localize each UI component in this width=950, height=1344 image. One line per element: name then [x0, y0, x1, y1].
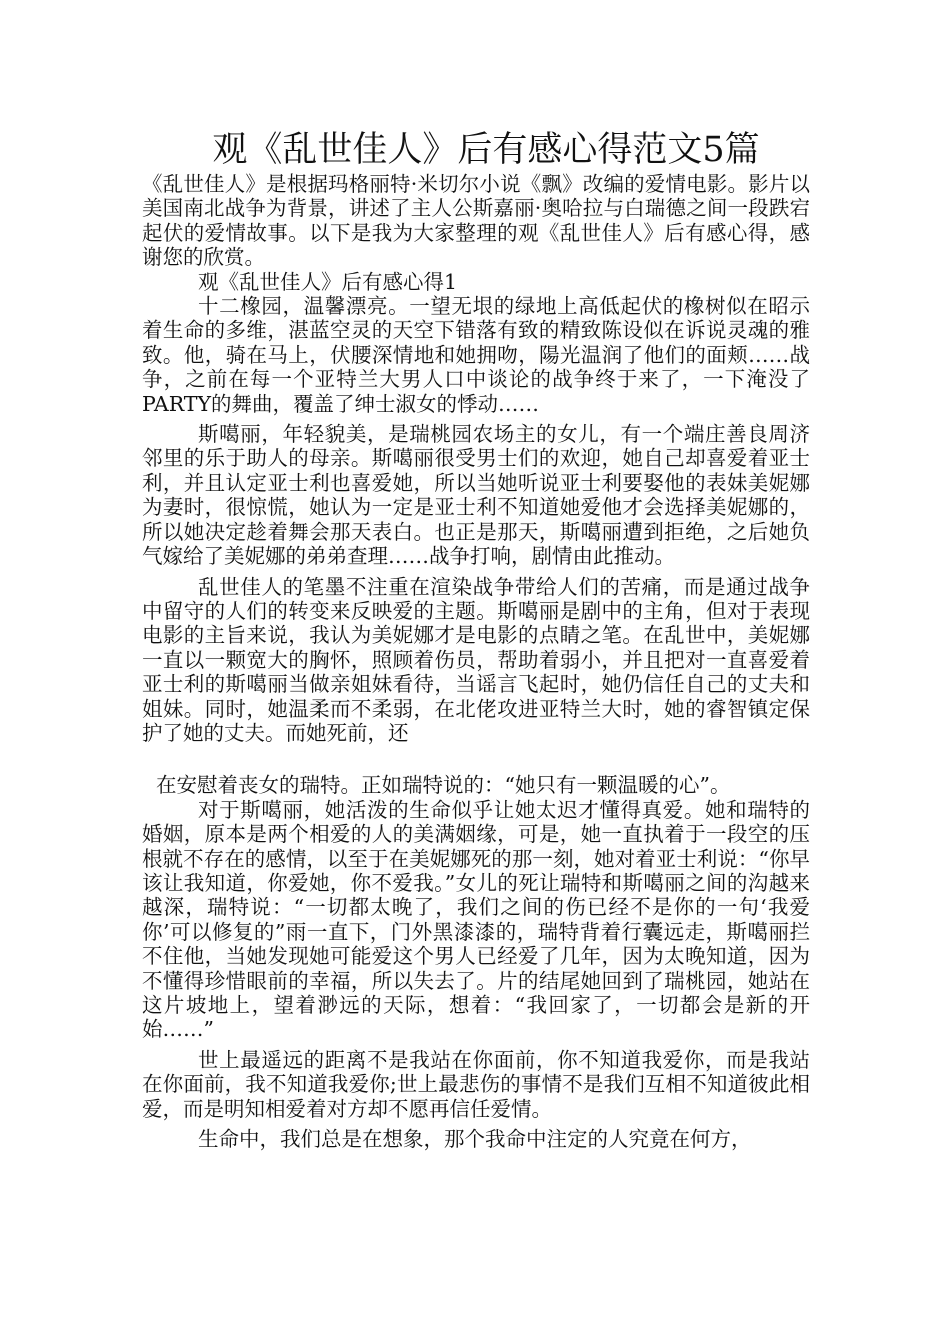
intro-paragraph: 《乱世佳人》是根据玛格丽特·米切尔小说《飘》改编的爱情电影。影片以美国南北战争为背景，讲述了主人公斯嘉丽·奥哈拉与白瑞德之间一段跌宕起伏的爱情故事。以下是我为大家整理的观《乱世佳人》后有感心得，感谢您的欣赏。	[142, 172, 810, 270]
document-title: 观《乱世佳人》后有感心得范文5篇	[212, 130, 760, 170]
body-paragraph-6: 生命中，我们总是在想象，那个我命中注定的人究竟在何方，	[198, 1127, 752, 1152]
body-paragraph-5: 世上最遥远的距离不是我站在你面前，你不知道我爱你，而是我站在你面前，我不知道我爱你;世上最悲伤的事情不是我们互相不知道彼此相爱，而是明知相爱着对方却不愿再信任爱情。	[142, 1047, 810, 1121]
body-paragraph-4: 对于斯噶丽，她活泼的生命似乎让她太迟才懂得真爱。她和瑞特的婚姻，原本是两个相爱的人的美满姻缘，可是，她一直执着于一段空的压根就不存在的感情，以至于在美妮娜死的那一刻，她对着亚士利说：“你早该让我知道，你爱她，你不爱我。”女儿的死让瑞特和斯噶丽之间的沟越来越深，瑞特说：“一切都太晚了，我们之间的伤已经不是你的一句‘我爱你’可以修复的”雨一直下，门外黑漆漆的，瑞特背着行囊远走，斯噶丽拦不住他，当她发现她可能爱这个男人已经爱了几年，因为太晚知道，因为不懂得珍惜眼前的幸福，所以失去了。片的结尾她回到了瑞桃园，她站在这片坡地上，望着渺远的天际，想着：“我回家了，一切都会是新的开始……”	[142, 797, 810, 1042]
document-page	[142, 128, 810, 1151]
body-paragraph-3: 乱世佳人的笔墨不注重在渲染战争带给人们的苦痛，而是通过战争中留守的人们的转变来反映爱的主题。斯噶丽是剧中的主角，但对于表现电影的主旨来说，我认为美妮娜才是电影的点睛之笔。在乱世中，美妮娜一直以一颗宽大的胸怀，照顾着伤员，帮助着弱小，并且把对一直喜爱着亚士利的斯噶丽当做亲姐妹看待，当谣言飞起时，她仍信任自己的丈夫和姐妹。同时，她温柔而不柔弱，在北佬攻进亚特兰大时，她的睿智镇定保护了她的丈夫。而她死前，还	[142, 574, 810, 745]
page-break	[142, 745, 810, 773]
body-paragraph-1: 十二橡园，温馨漂亮。一望无垠的绿地上高低起伏的橡树似在昭示着生命的多维，湛蓝空灵的天空下错落有致的精致陈设似在诉说灵魂的雅致。他，骑在马上，伏腰深情地和她拥吻，陽光温润了他们的面颊……战争，之前在每一个亚特兰大男人口中谈论的战争终于来了，一下淹没了PARTY的舞曲，覆盖了绅士淑女的悸动……	[142, 294, 810, 416]
body-paragraph-2: 斯噶丽，年轻貌美，是瑞桃园农场主的女儿，有一个端庄善良周济邻里的乐于助人的母亲。斯噶丽很受男士们的欢迎，她自己却喜爱着亚士利，并且认定亚士利也喜爱她，所以当她听说亚士利要娶他的表妹美妮娜为妻时，很惊慌，她认为一定是亚士利不知道她爱他才会选择美妮娜的，所以她决定趁着舞会那天表白。也正是那天，斯噶丽遭到拒绝，之后她负气嫁给了美妮娜的弟弟查理……战争打响，剧情由此推动。	[142, 422, 810, 569]
continued-line: 在安慰着丧女的瑞特。正如瑞特说的：“她只有一颗温暖的心”。	[156, 773, 731, 798]
section-heading: 观《乱世佳人》后有感心得1	[198, 269, 458, 294]
